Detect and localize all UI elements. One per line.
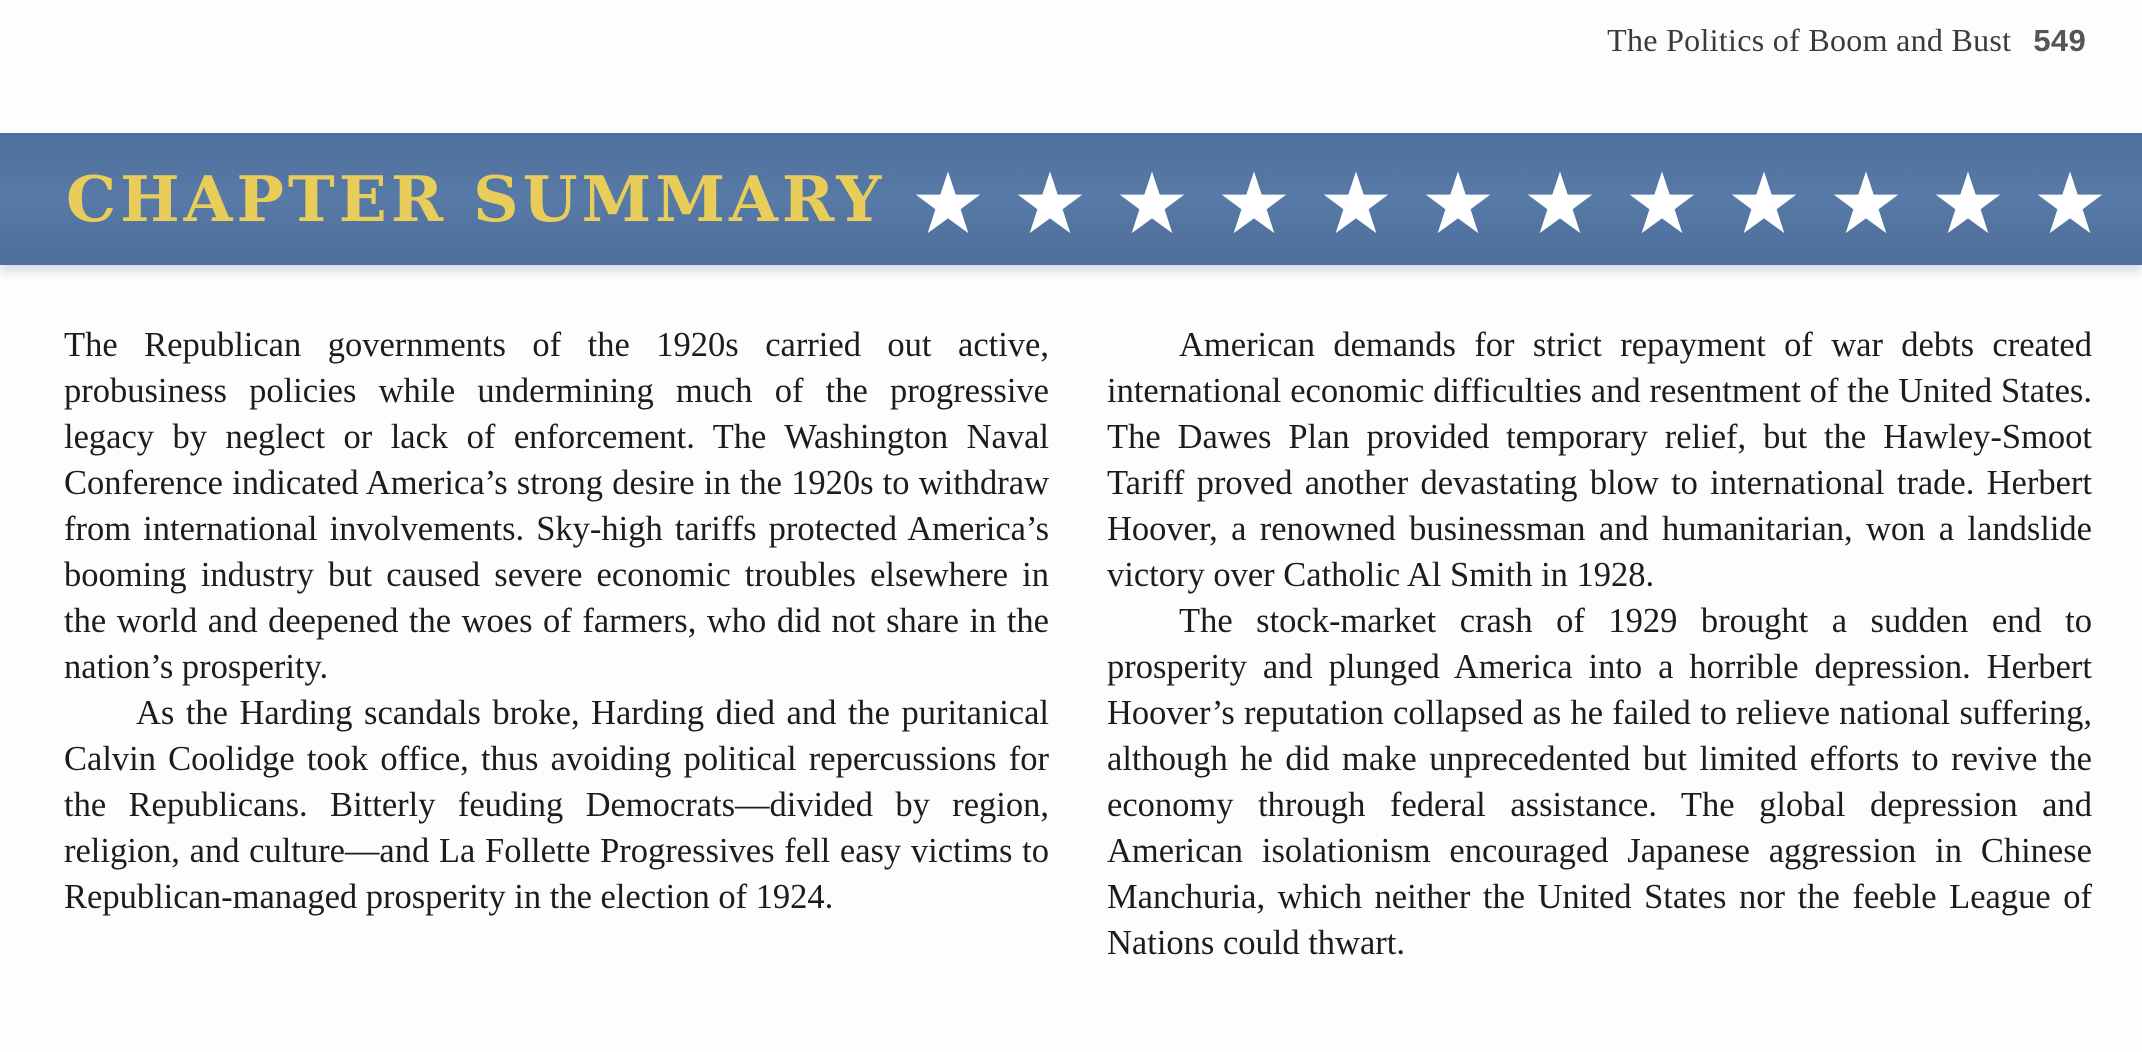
star-icon	[1321, 168, 1391, 238]
paragraph-harding-scandals: As the Harding scandals broke, Harding died and the puritanical Calvin Coolidge took office, thus avoiding political repercussions for the Republicans. Bitterly feuding Democrats—divided by region, religion, and culture—and La Follette Progressives fell easy victims to Republican-managed prosperity in the election of 1924.	[64, 694, 1049, 916]
star-icon	[1015, 168, 1085, 238]
right-column	[1107, 322, 2092, 966]
running-title: The Politics of Boom and Bust	[1607, 22, 2012, 58]
running-head	[1607, 22, 2086, 59]
paragraph-stock-market-crash: The stock-market crash of 1929 brought a sudden end to prosperity and plunged America into a horrible depression. Herbert Hoover’s reputation collapsed as he failed to relieve national suffering, although he did make unprecedented but limited efforts to revive the economy through federal assistance. The global depression and American isolationism encouraged Japanese aggression in Chinese Manchuria, which neither the United States nor the feeble League of Nations could thwart.	[1107, 602, 2092, 962]
star-row	[913, 168, 2137, 238]
star-icon	[1423, 168, 1493, 238]
star-icon	[1219, 168, 1289, 238]
star-icon	[1831, 168, 1901, 238]
page-number: 549	[2033, 23, 2086, 58]
star-icon	[1933, 168, 2003, 238]
star-icon	[2035, 168, 2105, 238]
left-column	[64, 322, 1049, 920]
paragraph-war-debts: American demands for strict repayment of war debts created international economic difficulties and resentment of the United States. The Dawes Plan provided temporary relief, but the Hawley-Smoot Tariff proved another devastating blow to international trade. Herbert Hoover, a renowned businessman and humanitarian, won a landslide victory over Catholic Al Smith in 1928.	[1107, 326, 2092, 594]
banner-title: CHAPTER SUMMARY	[66, 162, 886, 236]
star-icon	[1627, 168, 1697, 238]
star-icon	[913, 168, 983, 238]
chapter-summary-banner	[0, 133, 2142, 265]
star-icon	[1117, 168, 1187, 238]
star-icon	[1525, 168, 1595, 238]
paragraph-republican-governments: The Republican governments of the 1920s carried out active, probusiness policies while undermining much of the progressive legacy by neglect or lack of enforcement. The Washington Naval Conference indicated America’s strong desire in the 1920s to withdraw from international involvements. Sky-high tariffs protected America’s booming industry but caused severe economic troubles elsewhere in the world and deepened the woes of farmers, who did not share in the nation’s prosperity.	[64, 326, 1049, 686]
star-icon	[1729, 168, 1799, 238]
